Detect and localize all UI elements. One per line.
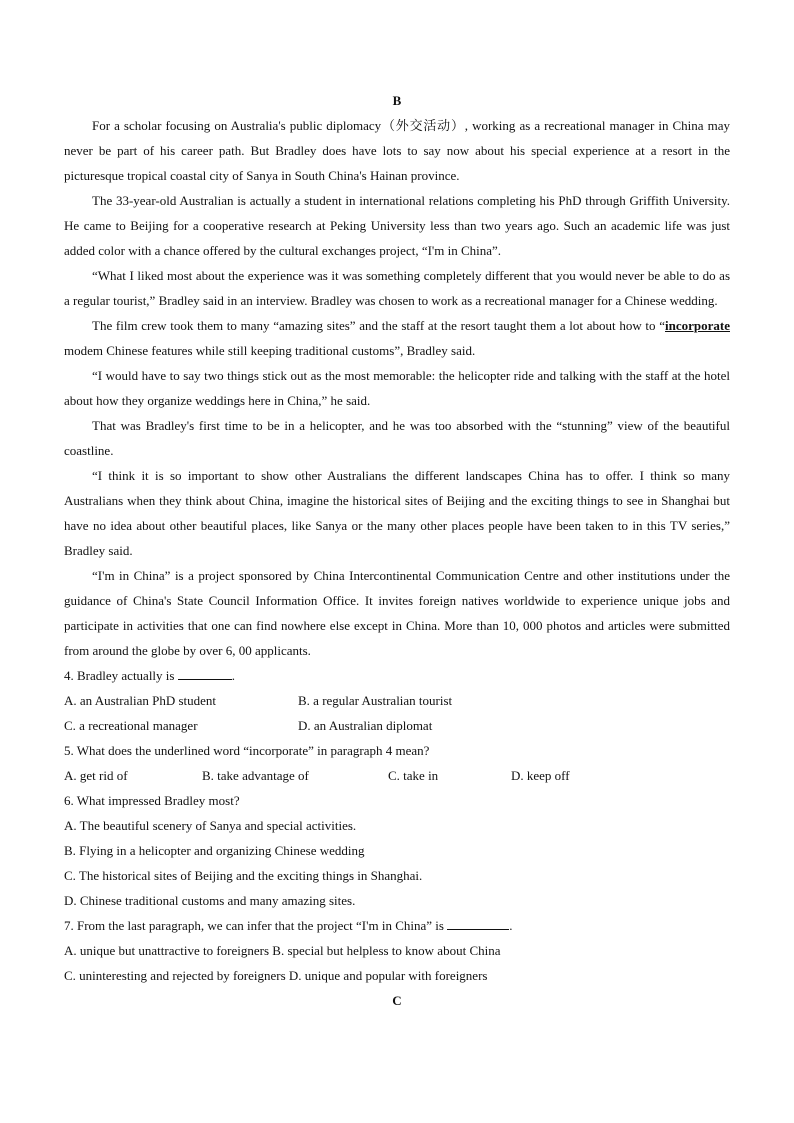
option-d: D. Chinese traditional customs and many amazing sites. <box>64 893 356 908</box>
question-4-options-row-2 <box>64 713 730 738</box>
option-b: B. Flying in a helicopter and organizing Chinese wedding <box>64 843 365 858</box>
passage-paragraph-5: “I would have to say two things stick out as the most memorable: the helicopter ride and talking with the staff at the hotel about how they organize weddings here in China,” he said. <box>64 368 730 408</box>
question-7-options-ab: A. unique but unattractive to foreigners B. special but helpless to know about China <box>64 943 501 958</box>
passage-paragraph-2: The 33-year-old Australian is actually a student in international relations completing his PhD through Griffith University. He came to Beijing for a cooperative research at Peking University less than two years ago. Such an academic life was just added color with a chance offered by the cultural exchanges project, “I'm in China”. <box>64 193 730 258</box>
question-4-tail: . <box>231 668 235 683</box>
underlined-word: incorporate <box>665 318 730 333</box>
question-7-stem: 7. From the last paragraph, we can infer that the project “I'm in China” is <box>64 918 444 933</box>
passage-paragraph-4 <box>64 313 730 363</box>
next-section-heading: C <box>392 993 402 1008</box>
question-4-options-row-1 <box>64 688 730 713</box>
passage-paragraph-7: “I think it is so important to show other Australians the different landscapes China has to offer. I think so many Australians when they think about China, imagine the historical sites of Beijing and the exciting things to see in Shanghai but have no idea about other beautiful places, like Sanya or the many other places people have been taken to in this TV series,” Bradley said. <box>64 468 730 558</box>
answer-blank <box>447 915 509 930</box>
passage-paragraph-6: That was Bradley's first time to be in a helicopter, and he was too absorbed with the “stunning” view of the beautiful coastline. <box>64 418 730 458</box>
option-b: B. take advantage of <box>202 768 309 783</box>
question-7-tail: . <box>509 918 513 933</box>
option-c: C. The historical sites of Beijing and the exciting things in Shanghai. <box>64 868 423 883</box>
passage-paragraph-1: For a scholar focusing on Australia's public diplomacy（外交活动）, working as a recreational manager in China may never be part of his career path. But Bradley does have lots to say now about his special experience at a resort in the picturesque tropical coastal city of Sanya in South China's Hainan province. <box>64 118 730 183</box>
question-5-options <box>64 763 730 788</box>
option-c: C. take in <box>388 768 439 783</box>
question-7-options-cd: C. uninteresting and rejected by foreigners D. unique and popular with foreigners <box>64 968 488 983</box>
option-a: A. an Australian PhD student <box>64 693 217 708</box>
option-d: D. keep off <box>511 768 570 783</box>
passage-paragraph-3: “What I liked most about the experience was it was something completely different that you would never be able to do as a regular tourist,” Bradley said in an interview. Bradley was chosen to work as a recreational manager for a Chinese wedding. <box>64 268 730 308</box>
question-7 <box>64 913 730 938</box>
question-6: 6. What impressed Bradley most? <box>64 793 240 808</box>
option-a: A. get rid of <box>64 768 128 783</box>
answer-blank <box>178 665 232 680</box>
option-c: C. a recreational manager <box>64 718 198 733</box>
option-a: A. The beautiful scenery of Sanya and special activities. <box>64 818 357 833</box>
paragraph-4-start: The film crew took them to many “amazing sites” and the staff at the resort taught them a lot about how to “ <box>92 318 666 333</box>
question-5: 5. What does the underlined word “incorporate” in paragraph 4 mean? <box>64 743 430 758</box>
question-4 <box>64 663 730 688</box>
paragraph-4-end: modem Chinese features while still keeping traditional customs”, Bradley said. <box>64 343 476 358</box>
option-d: D. an Australian diplomat <box>298 718 433 733</box>
exam-page <box>64 88 730 1013</box>
passage-paragraph-8: “I'm in China” is a project sponsored by China Intercontinental Communication Centre and other institutions under the guidance of China's State Council Information Office. It invites foreign natives worldwide to experience unique jobs and participate in activities that one can find nowhere else except in China. More than 10, 000 photos and articles were submitted from around the globe by over 6, 00 applicants. <box>64 568 730 658</box>
option-b: B. a regular Australian tourist <box>298 693 453 708</box>
section-heading: B <box>392 93 402 108</box>
question-4-stem: 4. Bradley actually is <box>64 668 175 683</box>
